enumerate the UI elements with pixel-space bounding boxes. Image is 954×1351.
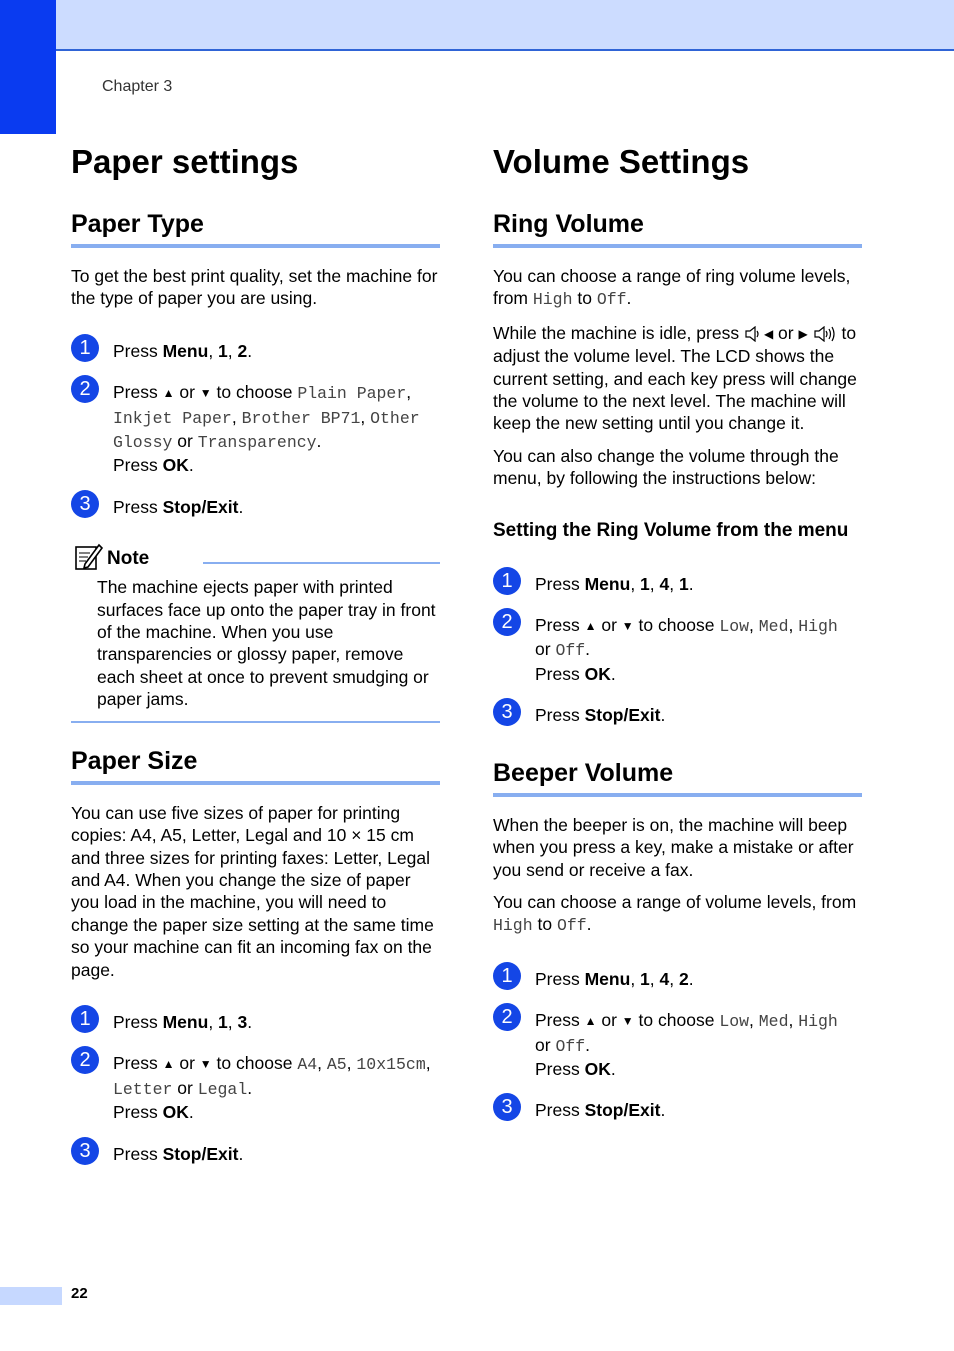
section-title-volume-settings: Volume Settings: [493, 143, 750, 180]
up-arrow-icon: ▲: [584, 619, 597, 634]
step-number: 1: [71, 1005, 99, 1033]
down-arrow-icon: ▼: [621, 1014, 634, 1029]
beeper-volume-step-3: 3 Press Stop/Exit.: [493, 1099, 862, 1121]
up-arrow-icon: ▲: [162, 386, 175, 401]
speaker-high-icon: [813, 326, 837, 342]
page-number: 22: [71, 1285, 88, 1302]
step-number: 3: [71, 490, 99, 518]
heading-beeper-volume: Beeper Volume: [493, 757, 862, 797]
step-number: 1: [493, 567, 521, 595]
beeper-volume-range: You can choose a range of volume levels, from High to Off.: [493, 891, 857, 936]
up-arrow-icon: ▲: [584, 1014, 597, 1029]
chapter-label: Chapter 3: [102, 78, 173, 95]
step-number: 3: [493, 698, 521, 726]
step-number: 2: [71, 375, 99, 403]
subheading-ring-volume-menu: Setting the Ring Volume from the menu: [493, 519, 849, 541]
paper-size-step-1: 1 Press Menu, 1, 3.: [71, 1011, 440, 1033]
up-arrow-icon: ▲: [162, 1057, 175, 1072]
paper-type-intro: To get the best print quality, set the machine for the type of paper you are using.: [71, 266, 438, 309]
step-number: 2: [493, 1003, 521, 1031]
note-pencil-icon: [73, 542, 103, 572]
paper-type-step-2: 2 Press ▲ or ▼ to choose Plain Paper, Inkjet Paper, Brother BP71, Other Glossy or Transparency. Press OK.: [71, 381, 440, 477]
paper-size-intro: You can use five sizes of paper for printing copies: A4, A5, Letter, Legal and 10 × 15 cm and three sizes for printing faxes: Letter, Legal and A4. When you change the size of paper you load in the machine, you will need to change the paper size setting at the same time so your machine can fit an incoming fax on the page.: [71, 802, 434, 980]
header-band: [0, 0, 954, 51]
ring-volume-step-3: 3 Press Stop/Exit.: [493, 704, 862, 726]
down-arrow-icon: ▼: [199, 386, 212, 401]
step-number: 1: [493, 962, 521, 990]
ring-volume-menu-intro: You can also change the volume through the menu, by following the instructions below:: [493, 445, 839, 489]
section-title-paper-settings: Paper settings: [71, 143, 299, 180]
step-number: 3: [71, 1137, 99, 1165]
speaker-low-icon: [744, 326, 764, 342]
step-number: 1: [71, 334, 99, 362]
paper-size-step-2: 2 Press ▲ or ▼ to choose A4, A5, 10x15cm, Letter or Legal. Press OK.: [71, 1052, 440, 1123]
footer-band: [0, 1287, 62, 1305]
beeper-volume-step-2: 2 Press ▲ or ▼ to choose Low, Med, High or Off. Press OK.: [493, 1009, 862, 1080]
right-column: [493, 142, 862, 1122]
note-label: Note: [107, 548, 150, 570]
heading-paper-size: Paper Size: [71, 745, 440, 785]
note-divider: [203, 562, 440, 564]
beeper-volume-step-1: 1 Press Menu, 1, 4, 2.: [493, 968, 862, 990]
step-number: 3: [493, 1093, 521, 1121]
paper-type-step-3: 3 Press Stop/Exit.: [71, 496, 440, 518]
left-arrow-icon: ◀: [763, 326, 774, 341]
step-number: 2: [71, 1046, 99, 1074]
beeper-volume-intro: When the beeper is on, the machine will beep when you press a key, make a mistake or after you send or receive a fax.: [493, 814, 854, 880]
ring-volume-intro: You can choose a range of ring volume levels, from High to Off.: [493, 266, 851, 310]
right-arrow-icon: ▶: [798, 326, 808, 341]
note-text: The machine ejects paper with printed surfaces face up onto the paper tray in front of the machine. When you use transparencies or glossy paper, remove each sheet at once to prevent smudging or paper jams.: [97, 577, 436, 710]
heading-ring-volume: Ring Volume: [493, 208, 862, 248]
left-column: [71, 142, 440, 1165]
heading-paper-type: Paper Type: [71, 208, 440, 248]
down-arrow-icon: ▼: [199, 1057, 212, 1072]
paper-type-step-1: 1 Press Menu, 1, 2.: [71, 340, 440, 362]
ring-volume-step-2: 2 Press ▲ or ▼ to choose Low, Med, High or Off. Press OK.: [493, 614, 862, 685]
step-number: 2: [493, 608, 521, 636]
note-body: [71, 576, 440, 710]
ring-volume-step-1: 1 Press Menu, 1, 4, 1.: [493, 573, 862, 595]
down-arrow-icon: ▼: [621, 619, 634, 634]
ring-volume-instructions: While the machine is idle, press ◀ or ▶ to adjust the volume level. The LCD shows the current setting, and each key press will change the volume to the next level. The machine will keep the new setting until you change it.: [493, 322, 857, 434]
chapter-tab: [0, 0, 56, 134]
paper-size-step-3: 3 Press Stop/Exit.: [71, 1143, 440, 1165]
note-header: [71, 544, 440, 574]
